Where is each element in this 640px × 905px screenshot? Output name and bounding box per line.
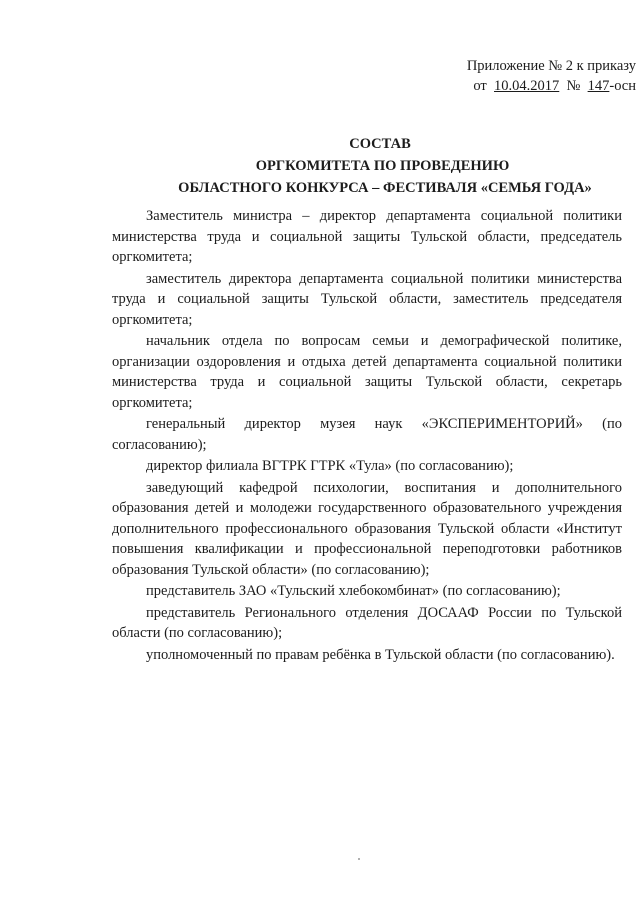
document-title	[0, 133, 640, 199]
title-line-2: ОРГКОМИТЕТА ПО ПРОВЕДЕНИЮ	[255, 158, 510, 174]
title-line-3: ОБЛАСТНОГО КОНКУРСА – ФЕСТИВАЛЯ «СЕМЬЯ ГОДА»	[178, 180, 592, 196]
member-item: Заместитель министра – директор департамента социальной политики министерства труда и социальной защиты Тульской области, председатель оргкомитета;	[112, 208, 622, 265]
appendix-header	[436, 56, 636, 96]
order-from-word: от	[473, 78, 487, 94]
member-item: начальник отдела по вопросам семьи и демографической политике, организации оздоровления и отдыха детей департамента социальной политики министерства труда и социальной защиты Тульской области, секретарь оргкомитета;	[112, 333, 622, 411]
scan-speck	[358, 858, 360, 860]
appendix-title: Приложение № 2 к приказу	[466, 58, 636, 74]
member-item: уполномоченный по правам ребёнка в Тульской области (по согласованию).	[146, 646, 615, 663]
order-number-suffix: -осн	[609, 78, 636, 94]
member-item: представитель ЗАО «Тульский хлебокомбинат» (по согласованию);	[146, 583, 561, 599]
order-number: 147	[587, 78, 610, 94]
title-line-1: СОСТАВ	[349, 136, 411, 152]
member-item: генеральный директор музея наук «ЭКСПЕРИМЕНТОРИЙ» (по согласованию);	[112, 416, 622, 453]
committee-members-list	[112, 206, 622, 665]
member-item: директор филиала ВГТРК ГТРК «Тула» (по согласованию);	[146, 458, 514, 474]
member-item: заведующий кафедрой психологии, воспитания и дополнительного образования детей и молодежи государственного образовательного учреждения дополнительного профессионального образования Тульской области «Институт повышения квалификации и профессиональной переподготовки работников образования Тульской области» (по согласованию);	[112, 479, 622, 578]
member-item: заместитель директора департамента социальной политики министерства труда и социальной защиты Тульской области, заместитель председателя оргкомитета;	[112, 270, 622, 328]
appendix-order-ref	[436, 76, 636, 96]
member-item: представитель Регионального отделения ДОСААФ России по Тульской области (по согласованию);	[112, 604, 622, 641]
order-date: 10.04.2017	[494, 78, 560, 94]
order-number-sign: №	[566, 78, 581, 94]
